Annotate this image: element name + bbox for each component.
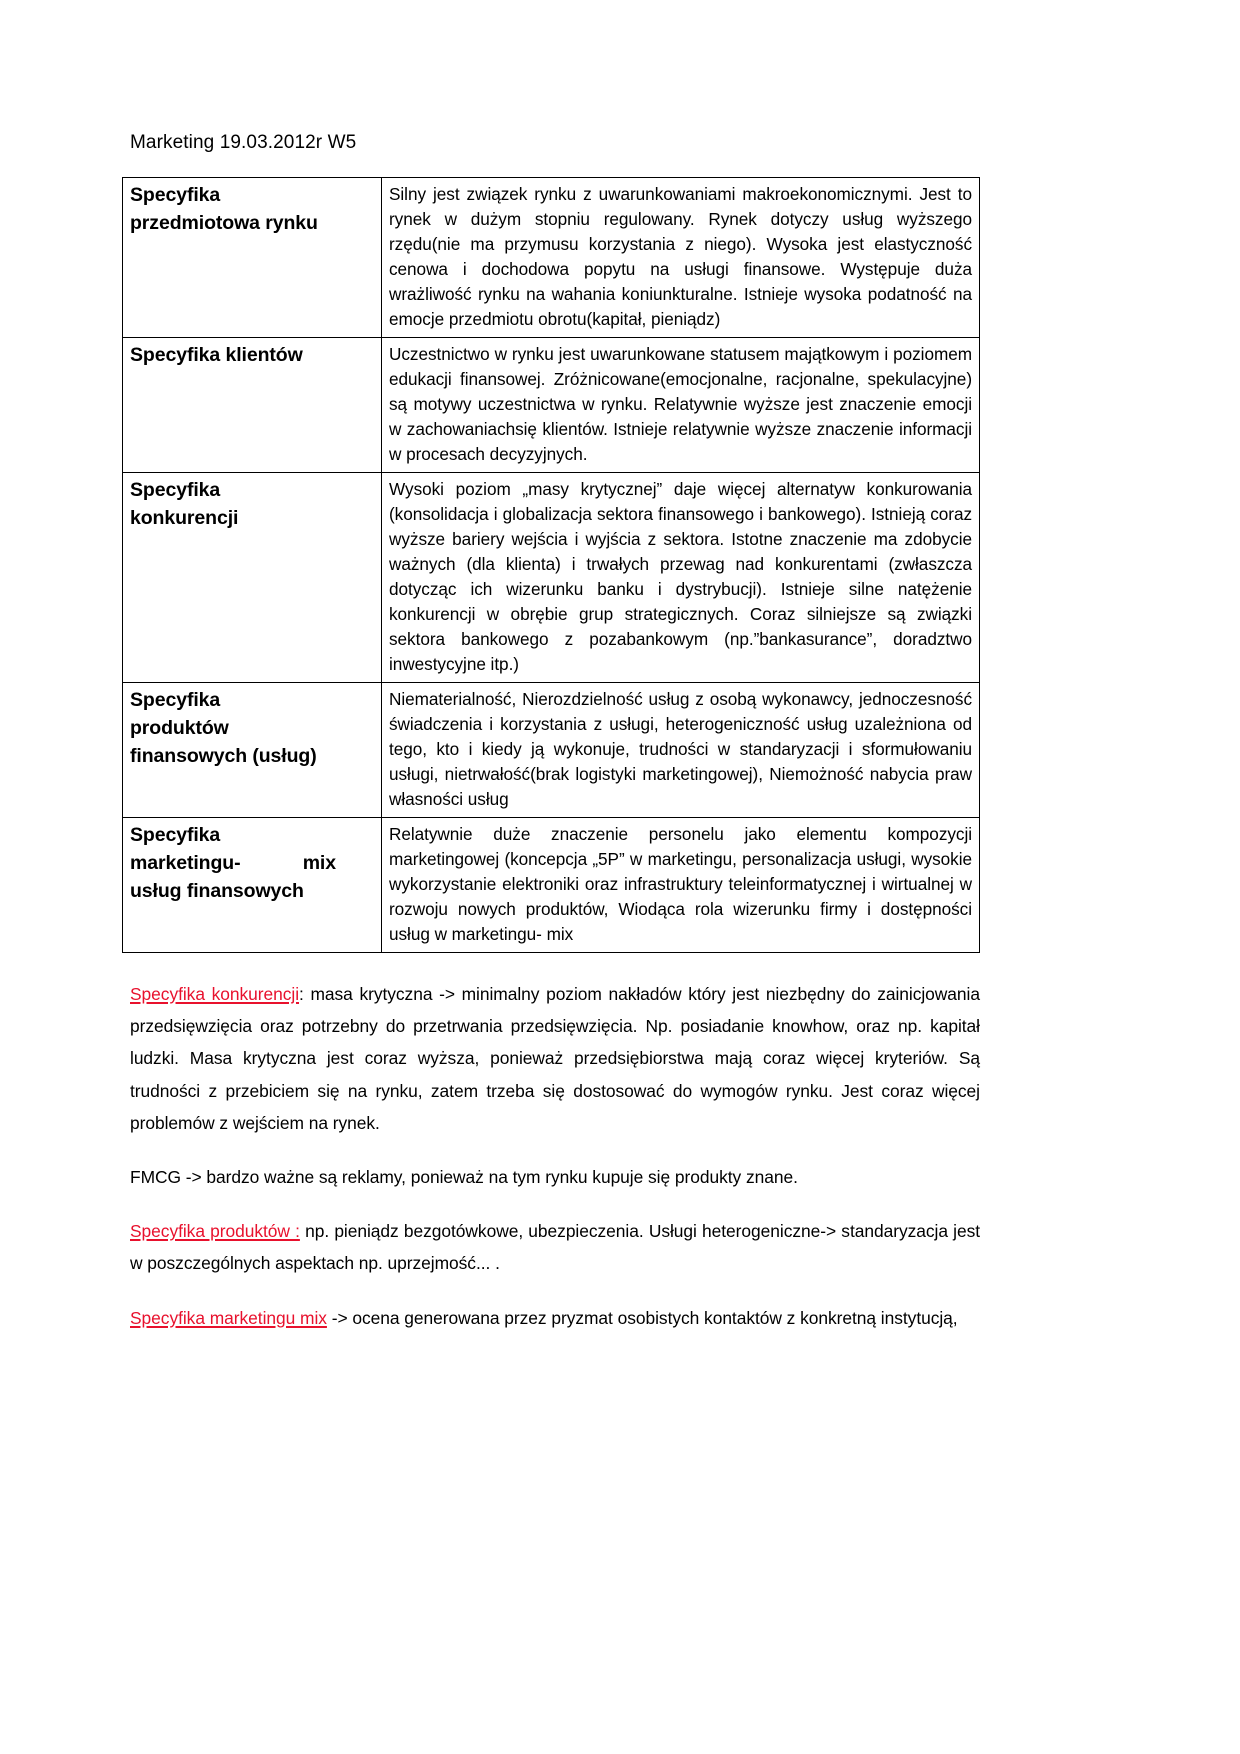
row-label-cell	[123, 683, 382, 818]
note-paragraph	[130, 1215, 980, 1279]
row-label-line: konkurencji	[130, 506, 239, 529]
note-paragraph	[130, 1302, 980, 1334]
row-label-word: mix	[302, 852, 336, 875]
note-heading: Specyfika marketingu mix	[130, 1307, 327, 1328]
row-body-cell: Wysoki poziom „masy krytycznej” daje więcej alternatyw konkurowania (konsolidacja i globalizacja sektora finansowego i bankowego). Istnieją coraz wyższe bariery wejścia i wyjścia z sektora. Istotne znaczenie ma zdobycie ważnych (dla klienta) i trwałych przewag nad konkurentami (zwłaszcza dotycząc ich wizerunku banku i dystrybucji). Istnieje silne natężenie konkurencji w obrębie grup strategicznych. Coraz silniejsze są związki sektora bankowego z pozabankowym (np.”bankasurance”, doradztwo inwestycyjne itp.)	[382, 473, 980, 683]
row-label-line: przedmiotowa rynku	[130, 211, 318, 234]
row-label-line: Specyfika	[130, 479, 221, 502]
row-body-cell: Relatywnie duże znaczenie personelu jako elementu kompozycji marketingowej (koncepcja „5P” w marketingu, personalizacja usługi, wysokie wykorzystanie elektroniki oraz infrastruktury teleinformatycznej i wirtualnej w rozwoju nowych produktów, Wiodąca rola wizerunku firmy i dostępności usług w marketingu- mix	[382, 818, 980, 953]
note-paragraph	[130, 978, 980, 1139]
table-row	[123, 473, 980, 683]
row-body-cell: Niematerialność, Nierozdzielność usług z osobą wykonawcy, jednoczesność świadczenia i korzystania z usługi, heterogeniczność usług uzależniona od tego, kto i kiedy ją wykonuje, trudności w standaryzacji i sformułowaniu usługi, nietrwałość(brak logistyki marketingowej), Niemożność nabycia praw własności usług	[382, 683, 980, 818]
row-label-cell	[123, 338, 382, 473]
table-row	[123, 338, 980, 473]
row-label-word: marketingu-	[130, 852, 241, 875]
note-heading: Specyfika produktów :	[130, 1221, 300, 1242]
row-label-line: Specyfika	[130, 184, 221, 206]
row-label-line: usług finansowych	[130, 879, 304, 902]
notes-section	[130, 978, 980, 1334]
row-label-line: produktów	[130, 716, 229, 739]
document-header: Marketing 19.03.2012r W5	[130, 132, 357, 153]
table-row	[123, 683, 980, 818]
row-body-cell: Uczestnictwo w rynku jest uwarunkowane statusem majątkowym i poziomem edukacji finansowej. Zróżnicowane(emocjonalne, racjonalne, spekulacyjne) są motywy uczestnictwa w rynku. Relatywnie wyższe jest znaczenie emocji w zachowaniachsię klientów. Istnieje relatywnie wyższe znaczenie informacji w procesach decyzyjnych.	[382, 338, 980, 473]
row-label-line: Specyfika	[130, 824, 221, 847]
row-body-cell: Silny jest związek rynku z uwarunkowaniami makroekonomicznymi. Jest to rynek w dużym stopniu regulowany. Rynek dotyczy usług wyższego rzędu(nie ma przymusu korzystania z niego). Wysoka jest elastyczność cenowa i dochodowa popytu na usługi finansowe. Występuje duża wrażliwość rynku na wahania koniunkturalne. Istnieje wysoka podatność na emocje przedmiotu obrotu(kapitał, pieniądz)	[382, 178, 980, 338]
table-row	[123, 818, 980, 953]
note-body: -> ocena generowana przez pryzmat osobistych kontaktów z konkretną instytucją,	[326, 1307, 958, 1328]
note-body: masa krytyczna -> minimalny poziom nakładów który jest niezbędny do zainicjowania przedsięwzięcia oraz potrzebny do przetrwania przedsięwzięcia. Np. posiadanie knowhow, oraz np. kapitał ludzki. Masa krytyczna jest coraz wyższa, ponieważ przedsiębiorstwa mają coraz więcej kryteriów. Są trudności z przebiciem się na rynku, zatem trzeba się dostosować do wymogów rynku. Jest coraz więcej problemów z wejściem na rynek.	[130, 984, 980, 1133]
row-label-line-spread	[130, 850, 336, 878]
row-label-line: Specyfika	[130, 689, 221, 712]
note-paragraph	[130, 1161, 980, 1193]
note-heading: Specyfika konkurencji	[130, 984, 300, 1004]
specifics-table	[122, 177, 980, 953]
row-label-line: finansowych (usług)	[130, 744, 317, 767]
table-row	[123, 178, 980, 338]
note-body: np. pieniądz bezgotówkowe, ubezpieczenia. Usługi heterogeniczne-> standaryzacja jest w poszczególnych aspektach np. uprzejmość... .	[130, 1221, 980, 1274]
row-label-cell	[123, 178, 382, 338]
row-label-cell	[123, 818, 382, 953]
note-body: FMCG -> bardzo ważne są reklamy, ponieważ na tym rynku kupuje się produkty znane.	[130, 1166, 798, 1187]
table-body	[123, 178, 980, 953]
row-label-line: Specyfika klientów	[130, 344, 303, 367]
note-heading-suffix: :	[299, 984, 304, 1004]
row-label-cell	[123, 473, 382, 683]
